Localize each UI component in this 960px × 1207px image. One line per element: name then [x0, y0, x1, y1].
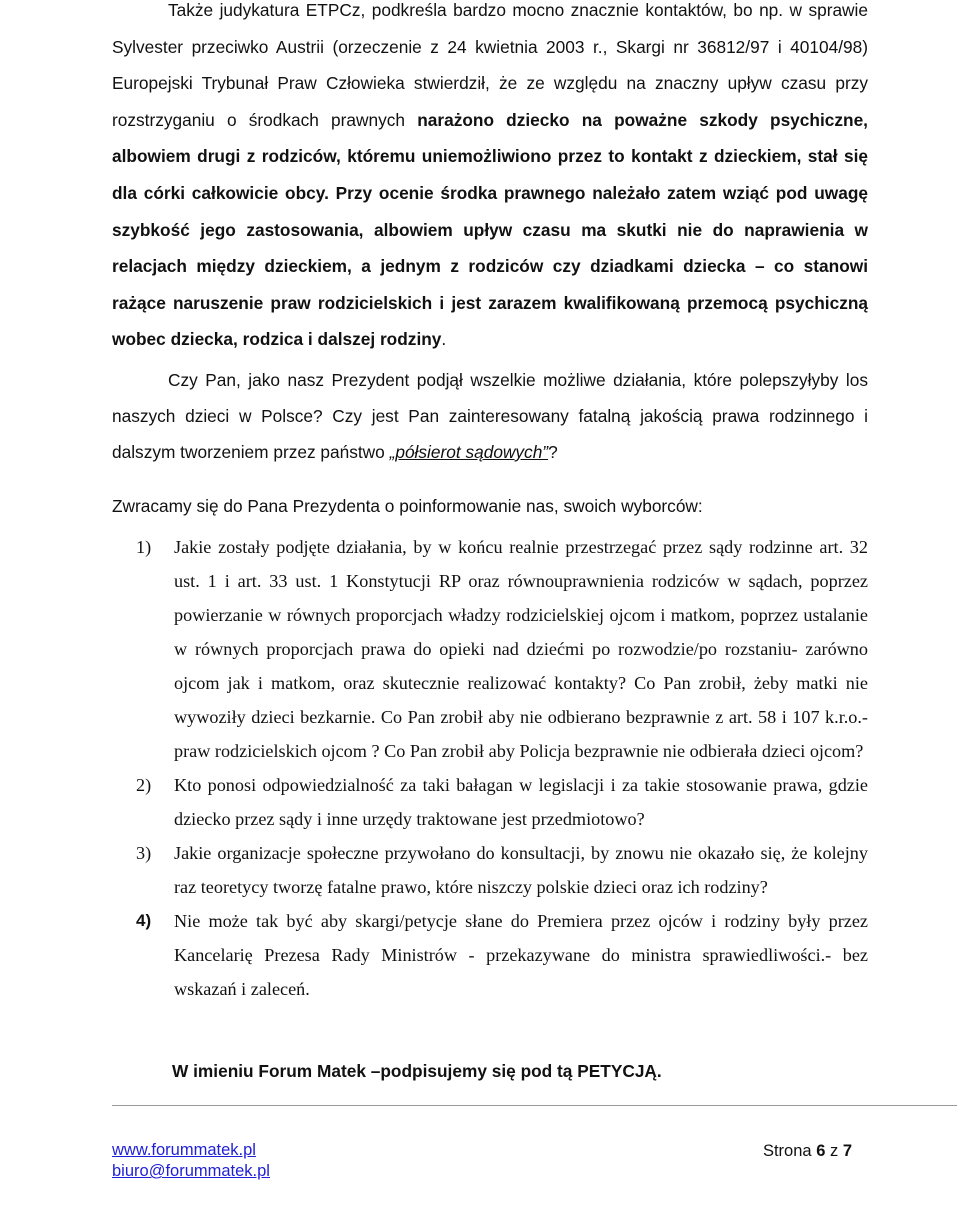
paragraph-president-question	[112, 362, 868, 470]
list-number: 2)	[136, 775, 152, 795]
paragraph-request: Zwracamy się do Pana Prezydenta o poinformowanie nas, swoich wyborców:	[112, 496, 703, 516]
list-number: 1)	[136, 537, 152, 557]
page-number	[763, 1142, 852, 1161]
email-link[interactable]: biuro@forummatek.pl	[112, 1162, 270, 1180]
list-item-text: Nie może tak być aby skargi/petycje słane do Premiera przez ojców i rodziny były przez Kancelarię Prezesa Rady Ministrów - przekazywane do ministra sprawiedliwości.- bez wskazań i zaleceń.	[174, 911, 868, 999]
questions-list	[112, 530, 868, 1006]
list-number: 4)	[136, 911, 152, 930]
page-word: Strona	[762, 1142, 812, 1160]
list-item-text: Jakie organizacje społeczne przywołano do konsultacji, by znowu nie okazało się, że kolejny raz teoretycy tworzę fatalne prawo, które niszczy polskie dzieci oraz ich rodziny?	[174, 843, 868, 897]
bold-text: narażono dziecko na poważne szkody psychiczne, albowiem drugi z rodziców, któremu uniemożliwiono przez to kontakt z dzieckiem, stał się dla córki całkowicie obcy.	[112, 109, 868, 203]
bold-text-continued: Przy ocenie środka prawnego należało zatem wziąć pod uwagę szybkość jego zastosowania, albowiem upływ czasu ma skutki nie do naprawienia w relacjach między dzieckiem, a jednym z rodziców czy dziadkami dziecka – co stanowi rażące naruszenie praw rodzicielskich i jest zarazem kwalifikowaną przemocą psychiczną wobec dziecka, rodzica i dalszej rodziny	[112, 182, 868, 350]
website-link[interactable]: www.forummatek.pl	[112, 1141, 256, 1159]
signature-line: W imieniu Forum Matek –podpisujemy się pod tą PETYCJĄ.	[172, 1061, 662, 1081]
page-total: 7	[842, 1142, 852, 1160]
footer-divider	[112, 1105, 957, 1106]
paragraph-end: ?	[548, 442, 558, 462]
paragraph-text: Także judykatura ETPCz, podkreśla bardzo mocno znacznie kontaktów, bo np. w sprawie Sylvester przeciwko Austrii (orzeczenie z 24 kwietnia 2003 r., Skargi nr 36812/97 i 40104/98) Europejski Trybunał Praw Człowieka stwierdził, że ze względu na znaczny upływ czasu przy rozstrzyganiu o środkach prawnych	[112, 0, 868, 130]
list-item-text: Jakie zostały podjęte działania, by w końcu realnie przestrzegać przez sądy rodzinne art. 32 ust. 1 i art. 33 ust. 1 Konstytucji RP oraz równouprawnienia rodziców w sądach, poprzez powierzanie w równych proporcjach władzy rodzicielskiej ojcom i matkom, poprzez ustalanie w równych proporcjach prawa do opieki nad dziećmi po rozwodzie/po rozstaniu- zarówno ojcom jak i matkom, oraz skutecznie realizować kontakty? Co Pan zrobił, żeby matki nie wywoziły dzieci bezkarnie. Co Pan zrobił aby nie odbierano bezprawnie z art. 58 i 107 k.r.o.- praw rodzicielskich ojcom ? Co Pan zrobił aby Policja bezprawnie nie odbierała dzieci ojcom?	[174, 537, 868, 761]
list-item	[112, 768, 868, 836]
italic-phrase: „półsierot sądowych”	[389, 442, 549, 462]
list-item	[112, 530, 868, 768]
paragraph-end: .	[441, 329, 447, 350]
list-item-text: Kto ponosi odpowiedzialność za taki bałagan w legislacji i za takie stosowanie prawa, gdzie dziecko przez sądy i inne urzędy traktowane jest przedmiotowo?	[174, 775, 868, 829]
list-item	[112, 836, 868, 904]
list-item	[112, 904, 868, 1006]
page-current: 6	[816, 1142, 826, 1160]
page-of: z	[829, 1142, 839, 1160]
paragraph-text: Czy Pan, jako nasz Prezydent podjął wszelkie możliwe działania, które polepszyłyby los naszych dzieci w Polsce? Czy jest Pan zainteresowany fatalną jakością prawa rodzinnego i dalszym tworzeniem przez państwo	[112, 370, 868, 462]
list-number: 3)	[136, 843, 152, 863]
footer	[112, 1140, 852, 1182]
paragraph-judykatura	[112, 0, 868, 358]
